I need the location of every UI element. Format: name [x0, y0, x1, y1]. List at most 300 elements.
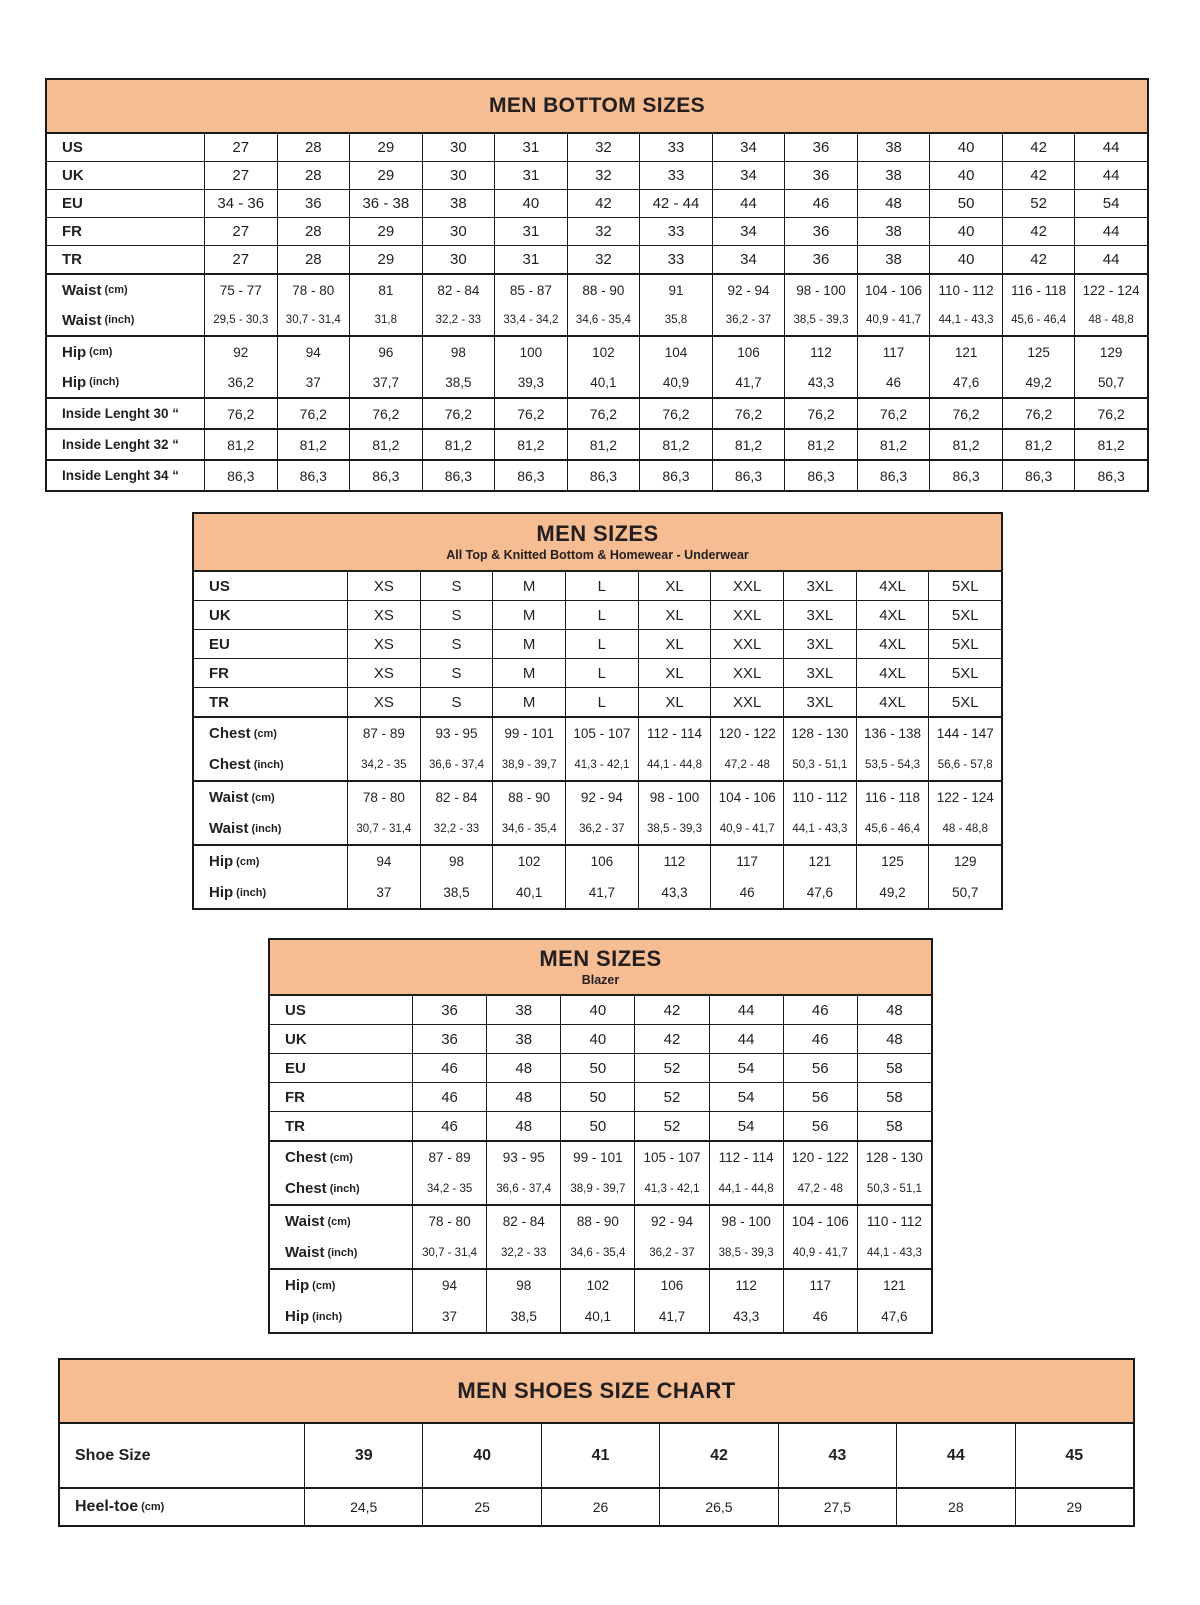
value-cell: 112 [709, 1270, 783, 1301]
value-cell: 34 [712, 162, 785, 189]
value-cell: 94 [277, 337, 350, 367]
value-cell: 40,9 - 41,7 [710, 813, 783, 844]
value-cell: 38 [857, 134, 930, 161]
value-cell: 121 [783, 846, 856, 877]
value-cell: 42 [1002, 218, 1075, 245]
value-cell: 76,2 [349, 399, 422, 428]
row-label: Heel-toe (cm) [75, 1498, 165, 1515]
value-cell: 45 [1015, 1424, 1133, 1487]
value-cell: 5XL [928, 572, 1001, 600]
table-row [47, 430, 1147, 459]
value-cell: 121 [857, 1270, 931, 1301]
row-label: EU [209, 635, 230, 653]
value-cell: 52 [1002, 190, 1075, 217]
value-cell: 40,1 [560, 1301, 634, 1332]
value-cell: 52 [634, 1112, 708, 1140]
value-cell: 41,7 [565, 877, 638, 908]
value-cell: 42 [567, 190, 640, 217]
table-row [270, 1082, 931, 1111]
value-cell: 34 [712, 218, 785, 245]
value-cell: 31 [494, 162, 567, 189]
table-section [47, 134, 1147, 273]
value-cell: 81,2 [567, 430, 640, 459]
value-cell: 106 [712, 337, 785, 367]
row-label: TR [209, 693, 229, 711]
value-cell: 76,2 [567, 399, 640, 428]
value-cell: 34 [712, 246, 785, 273]
table-row [47, 275, 1147, 305]
row-label: US [62, 139, 83, 156]
value-cell: 28 [277, 134, 350, 161]
value-cell: 32,2 - 33 [422, 305, 495, 335]
value-cell: 98 - 100 [784, 275, 857, 305]
value-cell: 30 [422, 134, 495, 161]
value-cell: 129 [1074, 337, 1147, 367]
row-label: US [285, 1001, 306, 1019]
row-label: Waist (cm) [285, 1213, 351, 1230]
value-cell: 34,6 - 35,4 [492, 813, 565, 844]
value-cell: 120 - 122 [710, 718, 783, 749]
value-cell: L [565, 572, 638, 600]
value-cell: 38 [486, 1025, 560, 1053]
table-header [60, 1360, 1133, 1424]
value-cell: 32,2 - 33 [420, 813, 493, 844]
value-cell: 125 [856, 846, 929, 877]
table-title: MEN SIZES [536, 521, 659, 547]
value-cell: 40 [560, 1025, 634, 1053]
value-cell: 43,3 [784, 367, 857, 397]
value-cell: 32,2 - 33 [486, 1237, 560, 1268]
value-cell: 46 [710, 877, 783, 908]
table-section [194, 716, 1001, 780]
value-cell: 31 [494, 218, 567, 245]
value-cell: XXL [710, 601, 783, 629]
value-cell: 32 [567, 162, 640, 189]
value-cell: 49,2 [856, 877, 929, 908]
value-cell: 38,9 - 39,7 [560, 1173, 634, 1204]
value-cell: 38 [857, 162, 930, 189]
table-row [270, 1053, 931, 1082]
table-section [60, 1487, 1133, 1525]
value-cell: 29 [1015, 1489, 1133, 1525]
value-cell: 42 [1002, 134, 1075, 161]
value-cell: 32 [567, 218, 640, 245]
value-cell: 50,7 [1074, 367, 1147, 397]
value-cell: 29 [349, 246, 422, 273]
value-cell: 3XL [783, 601, 856, 629]
value-cell: 47,6 [783, 877, 856, 908]
row-label: Hip (inch) [285, 1308, 343, 1325]
table-row [194, 629, 1001, 658]
value-cell: 110 - 112 [929, 275, 1002, 305]
value-cell: 42 [659, 1424, 777, 1487]
table-row [47, 399, 1147, 428]
value-cell: 54 [709, 1054, 783, 1082]
value-cell: 86,3 [857, 461, 930, 490]
value-cell: XXL [710, 572, 783, 600]
value-cell: 86,3 [494, 461, 567, 490]
value-cell: 29 [349, 218, 422, 245]
value-cell: 38,5 [486, 1301, 560, 1332]
value-cell: L [565, 630, 638, 658]
row-label: Waist (inch) [209, 820, 282, 837]
value-cell: 122 - 124 [1074, 275, 1147, 305]
value-cell: 40 [929, 246, 1002, 273]
value-cell: 3XL [783, 630, 856, 658]
row-label: Chest (inch) [285, 1180, 360, 1197]
value-cell: 30,7 - 31,4 [412, 1237, 486, 1268]
value-cell: 26,5 [659, 1489, 777, 1525]
row-label: UK [62, 167, 84, 184]
value-cell: 43,3 [638, 877, 711, 908]
value-cell: 38 [857, 246, 930, 273]
value-cell: 81,2 [857, 430, 930, 459]
value-cell: 99 - 101 [560, 1142, 634, 1173]
value-cell: 120 - 122 [783, 1142, 857, 1173]
value-cell: 30 [422, 218, 495, 245]
value-cell: 27 [204, 134, 277, 161]
value-cell: 5XL [928, 630, 1001, 658]
value-cell: XS [347, 572, 420, 600]
value-cell: 92 - 94 [712, 275, 785, 305]
value-cell: 117 [710, 846, 783, 877]
value-cell: 81,2 [784, 430, 857, 459]
value-cell: 86,3 [1002, 461, 1075, 490]
table-row [194, 718, 1001, 749]
value-cell: 86,3 [204, 461, 277, 490]
value-cell: 38,5 [420, 877, 493, 908]
value-cell: 54 [1074, 190, 1147, 217]
value-cell: XL [638, 688, 711, 716]
table-row [270, 996, 931, 1024]
value-cell: 36 [784, 162, 857, 189]
row-label: Hip (inch) [62, 373, 120, 391]
value-cell: 44 [896, 1424, 1014, 1487]
value-cell: 50,7 [928, 877, 1001, 908]
value-cell: 43,3 [709, 1301, 783, 1332]
value-cell: 29 [349, 134, 422, 161]
value-cell: 4XL [856, 601, 929, 629]
value-cell: 44 [709, 1025, 783, 1053]
value-cell: 41,7 [634, 1301, 708, 1332]
value-cell: 50,3 - 51,1 [857, 1173, 931, 1204]
value-cell: 40,9 - 41,7 [857, 305, 930, 335]
value-cell: 88 - 90 [567, 275, 640, 305]
value-cell: 104 - 106 [710, 782, 783, 813]
value-cell: 28 [277, 218, 350, 245]
value-cell: 36 - 38 [349, 190, 422, 217]
value-cell: 93 - 95 [420, 718, 493, 749]
value-cell: 42 [634, 996, 708, 1024]
table-row [270, 1142, 931, 1173]
value-cell: 29 [349, 162, 422, 189]
value-cell: 33,4 - 34,2 [494, 305, 567, 335]
value-cell: 36,2 [204, 367, 277, 397]
value-cell: 110 - 112 [783, 782, 856, 813]
value-cell: 58 [857, 1083, 931, 1111]
value-cell: 40 [929, 218, 1002, 245]
value-cell: 81 [349, 275, 422, 305]
value-cell: M [492, 630, 565, 658]
value-cell: 86,3 [567, 461, 640, 490]
table-row [47, 337, 1147, 367]
value-cell: 92 - 94 [634, 1206, 708, 1237]
value-cell: 81,2 [277, 430, 350, 459]
table-subtitle: Blazer [581, 972, 620, 987]
value-cell: 76,2 [639, 399, 712, 428]
value-cell: 46 [783, 1301, 857, 1332]
value-cell: 122 - 124 [928, 782, 1001, 813]
value-cell: 38 [422, 190, 495, 217]
table-section [47, 397, 1147, 428]
value-cell: 128 - 130 [783, 718, 856, 749]
row-label: Inside Lenght 30 “ [62, 406, 180, 421]
value-cell: 36 [784, 134, 857, 161]
table-row [47, 245, 1147, 273]
value-cell: 42 [634, 1025, 708, 1053]
value-cell: 36,2 - 37 [565, 813, 638, 844]
value-cell: 48 [857, 190, 930, 217]
value-cell: 58 [857, 1112, 931, 1140]
row-label: Chest (cm) [209, 725, 277, 742]
value-cell: 28 [896, 1489, 1014, 1525]
row-label: UK [209, 606, 231, 624]
row-label: Hip (inch) [209, 884, 267, 901]
value-cell: 48 [486, 1083, 560, 1111]
row-label: Hip (cm) [285, 1277, 336, 1294]
value-cell: 54 [709, 1083, 783, 1111]
value-cell: 37 [347, 877, 420, 908]
value-cell: 117 [857, 337, 930, 367]
row-label: TR [285, 1117, 305, 1135]
value-cell: XS [347, 630, 420, 658]
value-cell: 44 [1074, 218, 1147, 245]
men-sizes-tops-table [192, 512, 1003, 910]
value-cell: 46 [857, 367, 930, 397]
value-cell: 36,6 - 37,4 [486, 1173, 560, 1204]
value-cell: 3XL [783, 688, 856, 716]
value-cell: 87 - 89 [412, 1142, 486, 1173]
value-cell: 81,2 [639, 430, 712, 459]
value-cell: XXL [710, 688, 783, 716]
table-section [270, 996, 931, 1140]
table-section [47, 459, 1147, 490]
value-cell: 38 [486, 996, 560, 1024]
row-label: Chest (cm) [285, 1149, 353, 1166]
value-cell: 4XL [856, 688, 929, 716]
value-cell: M [492, 572, 565, 600]
value-cell: 36 [412, 996, 486, 1024]
value-cell: 33 [639, 134, 712, 161]
value-cell: 50 [560, 1083, 634, 1111]
value-cell: 53,5 - 54,3 [856, 749, 929, 780]
table-section [270, 1140, 931, 1204]
value-cell: 40,9 [639, 367, 712, 397]
table-section [270, 1268, 931, 1332]
value-cell: 106 [565, 846, 638, 877]
value-cell: 4XL [856, 630, 929, 658]
value-cell: S [420, 659, 493, 687]
row-label: US [209, 577, 230, 595]
value-cell: 37,7 [349, 367, 422, 397]
value-cell: 46 [412, 1054, 486, 1082]
value-cell: 31,8 [349, 305, 422, 335]
value-cell: L [565, 601, 638, 629]
table-row [194, 572, 1001, 600]
value-cell: 82 - 84 [420, 782, 493, 813]
value-cell: S [420, 630, 493, 658]
value-cell: 47,2 - 48 [710, 749, 783, 780]
row-label: Hip (cm) [209, 853, 260, 870]
table-row [47, 461, 1147, 490]
value-cell: 32 [567, 246, 640, 273]
table-row [47, 134, 1147, 161]
value-cell: 40 [560, 996, 634, 1024]
value-cell: 38,9 - 39,7 [492, 749, 565, 780]
value-cell: 3XL [783, 659, 856, 687]
value-cell: 44 [1074, 246, 1147, 273]
value-cell: 76,2 [494, 399, 567, 428]
value-cell: 50 [560, 1112, 634, 1140]
table-row [60, 1424, 1133, 1487]
row-label: Inside Lenght 34 “ [62, 468, 180, 483]
value-cell: 38,5 [422, 367, 495, 397]
value-cell: 54 [709, 1112, 783, 1140]
value-cell: XL [638, 659, 711, 687]
value-cell: 117 [783, 1270, 857, 1301]
value-cell: 28 [277, 246, 350, 273]
value-cell: 37 [277, 367, 350, 397]
value-cell: 76,2 [204, 399, 277, 428]
table-section [60, 1424, 1133, 1487]
value-cell: 86,3 [929, 461, 1002, 490]
value-cell: 36,2 - 37 [712, 305, 785, 335]
value-cell: 81,2 [929, 430, 1002, 459]
value-cell: 24,5 [304, 1489, 422, 1525]
value-cell: 52 [634, 1083, 708, 1111]
row-label: Waist (cm) [209, 789, 275, 806]
value-cell: 56,6 - 57,8 [928, 749, 1001, 780]
men-sizes-blazer-table [268, 938, 933, 1334]
table-header [47, 80, 1147, 134]
value-cell: 41,3 - 42,1 [634, 1173, 708, 1204]
value-cell: 38 [857, 218, 930, 245]
value-cell: 36,2 - 37 [634, 1237, 708, 1268]
table-row [270, 1111, 931, 1140]
men-shoes-table [58, 1358, 1135, 1527]
value-cell: 41,7 [712, 367, 785, 397]
value-cell: 76,2 [857, 399, 930, 428]
value-cell: 78 - 80 [277, 275, 350, 305]
value-cell: 50 [560, 1054, 634, 1082]
value-cell: 50,3 - 51,1 [783, 749, 856, 780]
table-section [47, 273, 1147, 335]
table-title: MEN SIZES [539, 946, 662, 972]
table-header [194, 514, 1001, 572]
value-cell: 38,5 - 39,3 [638, 813, 711, 844]
value-cell: 46 [412, 1083, 486, 1111]
value-cell: XS [347, 688, 420, 716]
value-cell: 94 [347, 846, 420, 877]
table-row [270, 1301, 931, 1332]
value-cell: 34,2 - 35 [412, 1173, 486, 1204]
value-cell: 47,6 [857, 1301, 931, 1332]
value-cell: 5XL [928, 659, 1001, 687]
value-cell: 48 [857, 996, 931, 1024]
value-cell: 33 [639, 246, 712, 273]
value-cell: 48 - 48,8 [1074, 305, 1147, 335]
value-cell: M [492, 659, 565, 687]
value-cell: 48 [486, 1112, 560, 1140]
table-title: MEN SHOES SIZE CHART [457, 1378, 736, 1404]
value-cell: 76,2 [277, 399, 350, 428]
value-cell: 116 - 118 [1002, 275, 1075, 305]
table-row [47, 367, 1147, 397]
value-cell: 86,3 [422, 461, 495, 490]
value-cell: 42 [1002, 162, 1075, 189]
value-cell: 49,2 [1002, 367, 1075, 397]
value-cell: 34,6 - 35,4 [560, 1237, 634, 1268]
value-cell: 48 [486, 1054, 560, 1082]
row-label: FR [209, 664, 229, 682]
value-cell: 81,2 [422, 430, 495, 459]
value-cell: 34 [712, 134, 785, 161]
value-cell: 76,2 [1074, 399, 1147, 428]
table-body [47, 134, 1147, 490]
value-cell: 76,2 [712, 399, 785, 428]
value-cell: 121 [929, 337, 1002, 367]
value-cell: 98 - 100 [709, 1206, 783, 1237]
table-row [47, 161, 1147, 189]
value-cell: 58 [857, 1054, 931, 1082]
value-cell: 129 [928, 846, 1001, 877]
value-cell: 128 - 130 [857, 1142, 931, 1173]
value-cell: 86,3 [349, 461, 422, 490]
value-cell: 27 [204, 162, 277, 189]
value-cell: 76,2 [784, 399, 857, 428]
value-cell: 76,2 [929, 399, 1002, 428]
table-row [47, 217, 1147, 245]
table-section [194, 572, 1001, 716]
value-cell: 76,2 [1002, 399, 1075, 428]
value-cell: 29,5 - 30,3 [204, 305, 277, 335]
table-row [270, 1206, 931, 1237]
value-cell: 112 [784, 337, 857, 367]
value-cell: 112 - 114 [638, 718, 711, 749]
value-cell: 105 - 107 [634, 1142, 708, 1173]
value-cell: 4XL [856, 572, 929, 600]
value-cell: 44,1 - 43,3 [929, 305, 1002, 335]
value-cell: 81,2 [712, 430, 785, 459]
value-cell: 3XL [783, 572, 856, 600]
value-cell: 28 [277, 162, 350, 189]
value-cell: 81,2 [494, 430, 567, 459]
table-row [194, 846, 1001, 877]
value-cell: XL [638, 601, 711, 629]
value-cell: 31 [494, 246, 567, 273]
value-cell: 39,3 [494, 367, 567, 397]
value-cell: 100 [494, 337, 567, 367]
value-cell: 33 [639, 218, 712, 245]
value-cell: 34,6 - 35,4 [567, 305, 640, 335]
table-row [194, 813, 1001, 844]
value-cell: 32 [567, 134, 640, 161]
value-cell: 42 - 44 [639, 190, 712, 217]
value-cell: 81,2 [349, 430, 422, 459]
table-row [194, 600, 1001, 629]
value-cell: 42 [1002, 246, 1075, 273]
value-cell: 102 [560, 1270, 634, 1301]
